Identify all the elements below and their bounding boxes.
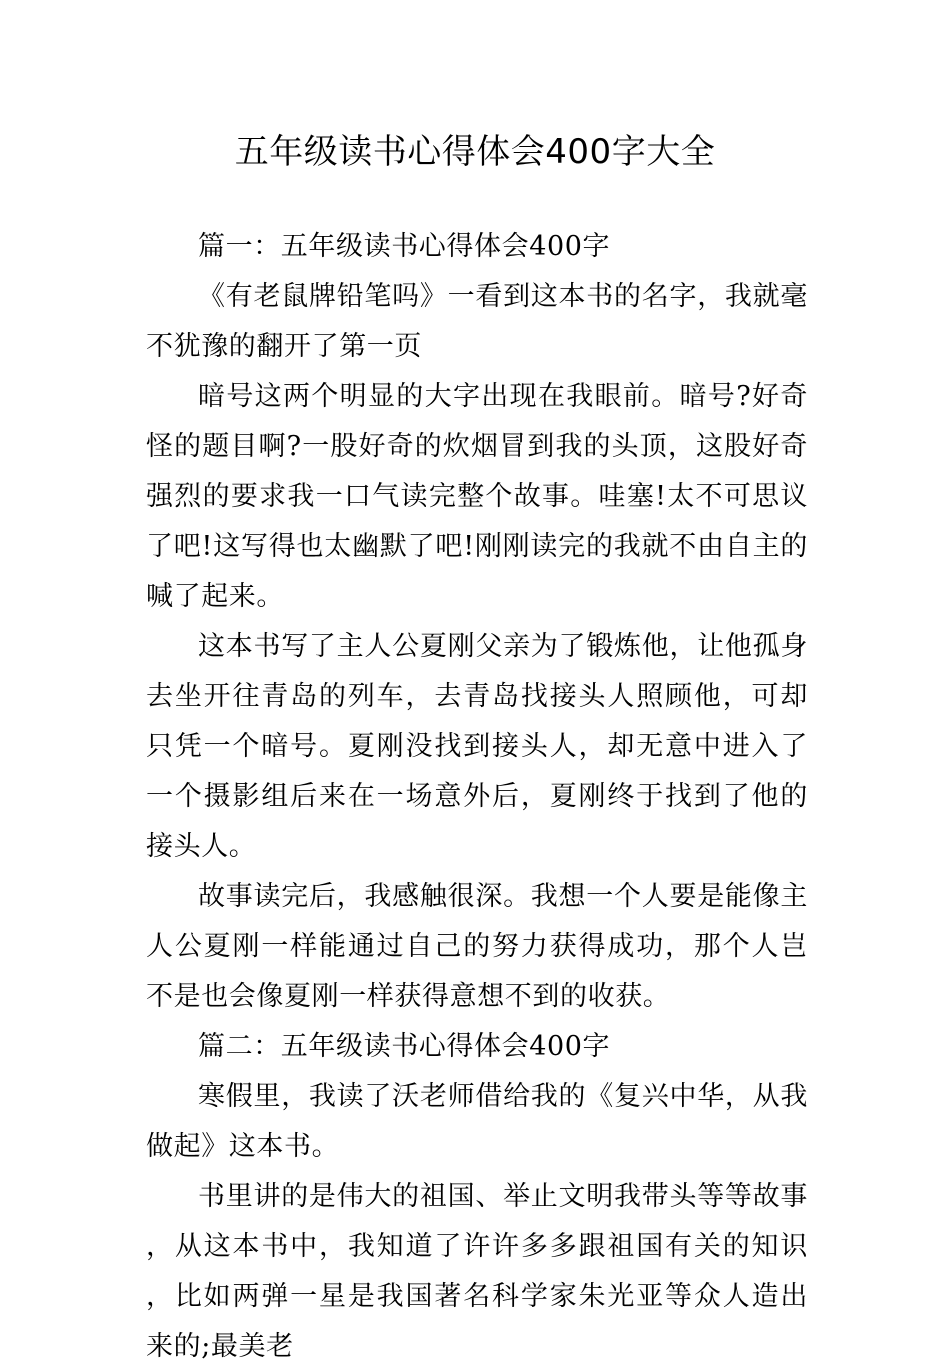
paragraph: 寒假里，我读了沃老师借给我的《复兴中华，从我做起》这本书。 (146, 1081, 808, 1162)
paragraph-heading-part-one: 篇一：五年级读书心得体会400字 (198, 231, 611, 262)
paragraph: 故事读完后，我感触很深。我想一个人要是能像主人公夏刚一样能通过自己的努力获得成功，那个人岂不是也会像夏刚一样获得意想不到的收获。 (146, 881, 808, 1012)
paragraph-heading-part-two: 篇二：五年级读书心得体会400字 (198, 1031, 611, 1062)
paragraph: 暗号这两个明显的大字出现在我眼前。暗号?好奇怪的题目啊?一股好奇的炊烟冒到我的头顶，这股好奇强烈的要求我一口气读完整个故事。哇塞!太不可思议了吧!这写得也太幽默了吧!刚刚读完的我就不由自主的喊了起来。 (146, 381, 808, 612)
document-body (146, 222, 808, 1372)
paragraph: 《有老鼠牌铅笔吗》一看到这本书的名字，我就毫不犹豫的翻开了第一页 (146, 281, 808, 362)
paragraph: 书里讲的是伟大的祖国、举止文明我带头等等故事，从这本书中，我知道了许许多多跟祖国有关的知识，比如两弹一星是我国著名科学家朱光亚等众人造出来的;最美老 (146, 1181, 808, 1362)
document-title: 五年级读书心得体会400字大全 (234, 132, 716, 172)
paragraph: 这本书写了主人公夏刚父亲为了锻炼他，让他孤身去坐开往青岛的列车，去青岛找接头人照顾他，可却只凭一个暗号。夏刚没找到接头人，却无意中进入了一个摄影组后来在一场意外后，夏刚终于找到了他的接头人。 (146, 631, 808, 862)
